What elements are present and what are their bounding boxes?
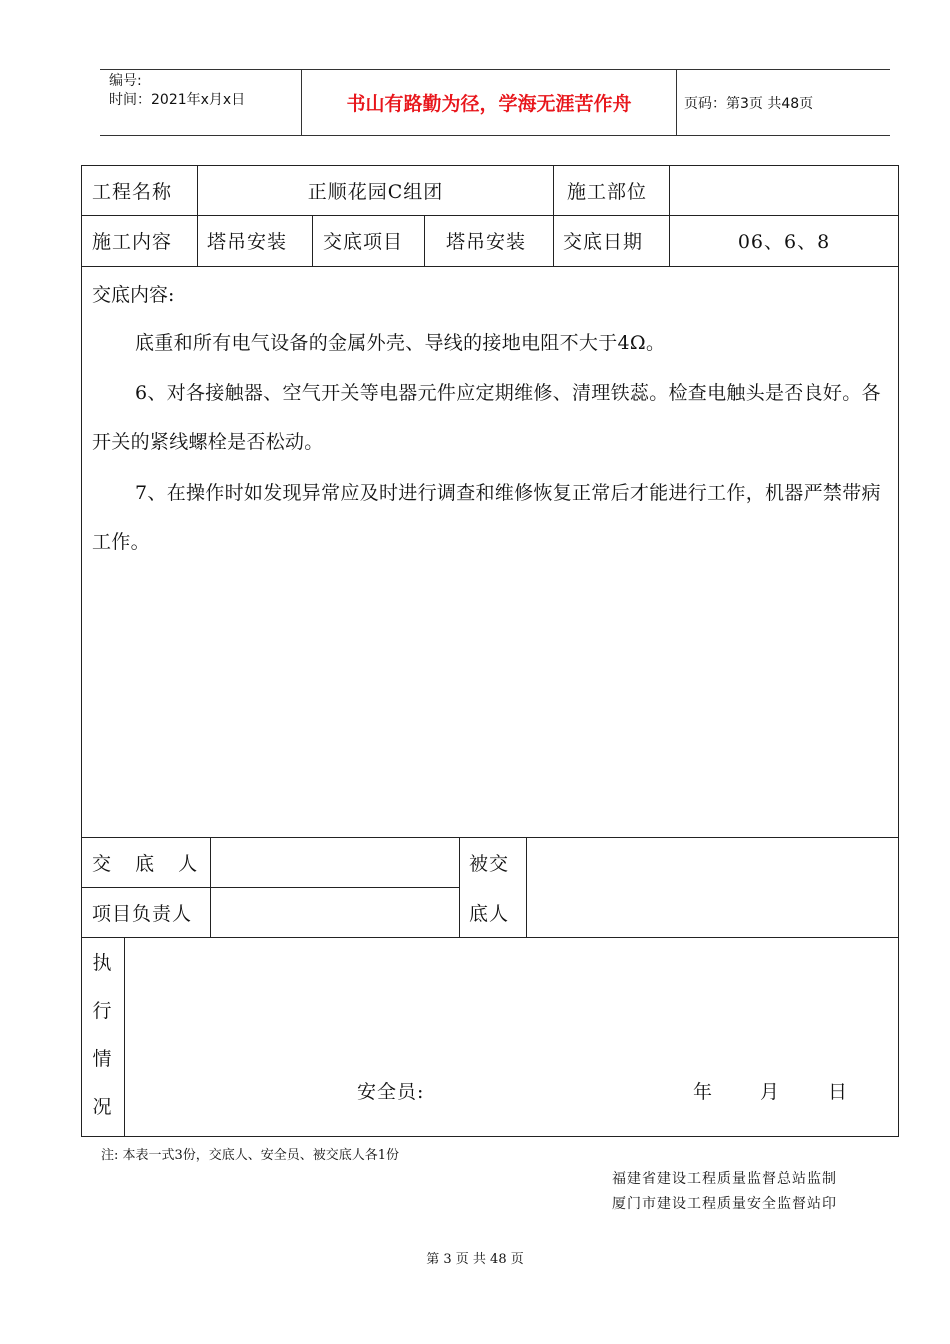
presenter-label-text: 交 底 人 bbox=[92, 852, 202, 875]
manager-label: 项目负责人 bbox=[92, 902, 193, 925]
site-value bbox=[670, 166, 898, 215]
paragraph-2: 6、对各接触器、空气开关等电器元件应定期维修、清理铁蕊。检查电触头是否良好。各开关的紧线螺栓是否松动。 bbox=[92, 382, 881, 453]
work-content-label: 施工内容 bbox=[92, 231, 173, 253]
paragraph-1: 底重和所有电气设备的金属外壳、导线的接地电阻不大于4Ω。 bbox=[135, 332, 666, 354]
item-label: 交底项目 bbox=[323, 231, 404, 253]
exec-rule bbox=[124, 937, 125, 1136]
month-label: 月 bbox=[760, 1080, 781, 1103]
org-line-1: 福建省建设工程质量监督总站监制 bbox=[612, 1171, 837, 1187]
exec-char-3: 情 bbox=[92, 1048, 112, 1070]
sig-rule-a bbox=[210, 837, 211, 937]
col-rule-b bbox=[553, 166, 554, 266]
presenter-label bbox=[92, 837, 202, 887]
header-bottom-rule bbox=[100, 135, 890, 136]
code-label: 编号: bbox=[109, 73, 142, 89]
row-rule-2 bbox=[82, 266, 898, 267]
safety-officer-label: 安全员: bbox=[357, 1080, 425, 1103]
receiver-label-1: 被交 bbox=[469, 852, 510, 875]
exec-label bbox=[90, 939, 114, 1131]
time-label: 时间：2021年x月x日 bbox=[109, 92, 246, 108]
sig-rule-b bbox=[459, 837, 460, 937]
date-label: 交底日期 bbox=[563, 231, 644, 253]
paragraph-3: 7、在操作时如发现异常应及时进行调查和维修恢复正常后才能进行工作，机器严禁带病工作。 bbox=[92, 482, 881, 553]
disclosure-form bbox=[81, 165, 899, 1137]
exec-char-2: 行 bbox=[92, 1000, 112, 1022]
page-number: 第 3 页 共 48 页 bbox=[426, 1252, 524, 1267]
item-value: 塔吊安装 bbox=[446, 231, 527, 253]
header-divider-right bbox=[676, 69, 677, 135]
project-name-label: 工程名称 bbox=[92, 181, 173, 203]
header-page-info: 页码：第3页 共48页 bbox=[684, 96, 814, 112]
day-label: 日 bbox=[828, 1080, 849, 1103]
col-rule-e bbox=[424, 215, 425, 266]
row-rule-5 bbox=[82, 937, 898, 938]
exec-char-4: 况 bbox=[92, 1096, 112, 1118]
project-name-value: 正顺花园C组团 bbox=[307, 181, 444, 203]
date-value: 06、6、8 bbox=[737, 231, 831, 253]
work-content-value: 塔吊安装 bbox=[207, 231, 288, 253]
content-label: 交底内容: bbox=[92, 284, 175, 306]
sig-rule-c bbox=[526, 837, 527, 937]
footer-note: 注: 本表一式3份，交底人、安全员、被交底人各1份 bbox=[101, 1148, 400, 1163]
site-label: 施工部位 bbox=[567, 181, 648, 203]
year-label: 年 bbox=[693, 1080, 714, 1103]
org-line-2: 厦门市建设工程质量安全监督站印 bbox=[612, 1196, 837, 1212]
col-rule-d bbox=[312, 215, 313, 266]
header-motto: 书山有路勤为径，学海无涯苦作舟 bbox=[346, 92, 632, 115]
exec-char-1: 执 bbox=[92, 952, 112, 974]
header-meta bbox=[109, 72, 245, 110]
receiver-label-2: 底人 bbox=[469, 902, 510, 925]
